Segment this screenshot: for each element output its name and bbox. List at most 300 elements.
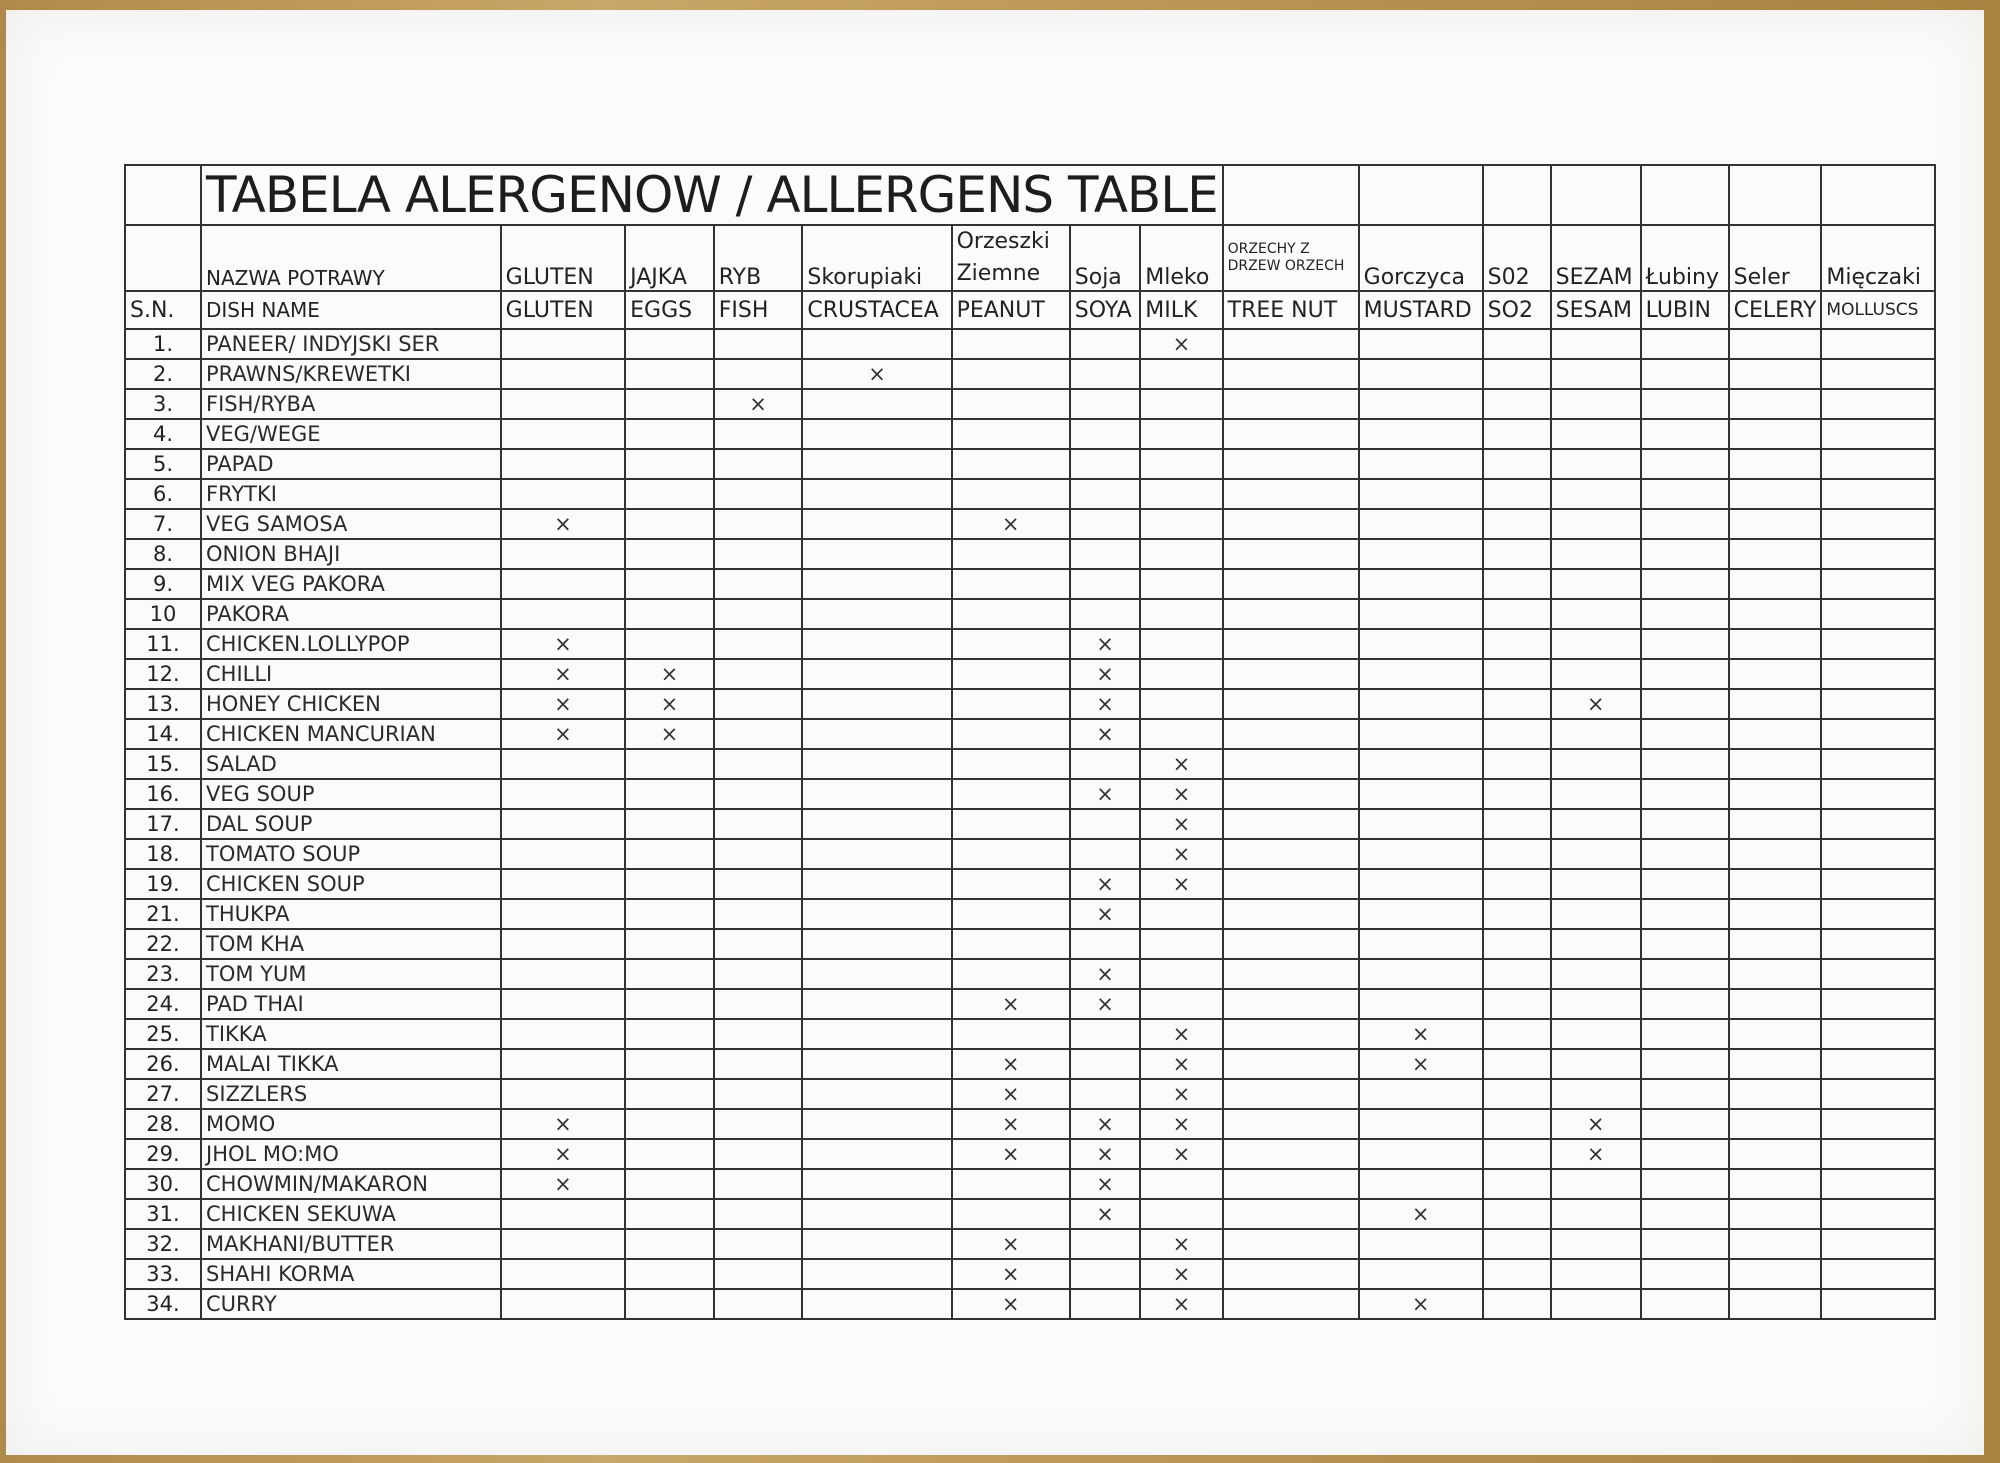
allergen-cell [1821, 569, 1935, 599]
allergen-cell [1483, 1199, 1551, 1229]
allergen-cell [1483, 419, 1551, 449]
allergen-cell [1551, 1049, 1641, 1079]
allergen-cell [1483, 1079, 1551, 1109]
header-pl-orzechy: ORZECHY Z DRZEW ORZECH [1223, 225, 1359, 291]
row-number: 1. [125, 329, 201, 359]
allergen-cell [1359, 689, 1483, 719]
allergen-cell [1359, 1259, 1483, 1289]
allergen-mark: × [625, 689, 714, 719]
allergen-cell [1729, 869, 1822, 899]
allergen-cell [1070, 1079, 1141, 1109]
allergen-cell [1483, 329, 1551, 359]
allergen-mark: × [1359, 1199, 1483, 1229]
allergen-cell [1729, 749, 1822, 779]
allergen-mark: × [1070, 989, 1141, 1019]
allergen-cell [1729, 419, 1822, 449]
allergen-cell [1641, 389, 1729, 419]
allergen-cell [1070, 1229, 1141, 1259]
allergen-cell [802, 869, 951, 899]
allergen-cell [802, 1019, 951, 1049]
allergen-cell [1641, 1079, 1729, 1109]
allergen-cell [714, 719, 803, 749]
allergen-cell [952, 899, 1070, 929]
allergen-cell [714, 1019, 803, 1049]
allergen-cell [1729, 1259, 1822, 1289]
allergen-mark: × [625, 719, 714, 749]
header-pl-mieczaki: Mięczaki [1821, 225, 1935, 291]
allergen-mark: × [1070, 1169, 1141, 1199]
allergen-cell [501, 479, 626, 509]
allergen-cell [625, 1259, 714, 1289]
dish-name: FISH/RYBA [201, 389, 501, 419]
allergen-cell [1483, 869, 1551, 899]
header-en-molluscs: MOLLUSCS [1821, 291, 1935, 329]
header-pl-lubiny: Łubiny [1641, 225, 1729, 291]
allergen-cell [1070, 929, 1141, 959]
table-row [125, 839, 1935, 869]
allergen-cell [802, 1199, 951, 1229]
dish-name: ONION BHAJI [201, 539, 501, 569]
allergen-cell [1641, 1049, 1729, 1079]
allergen-mark: × [501, 1139, 626, 1169]
allergen-cell [1223, 1199, 1359, 1229]
allergen-cell [952, 839, 1070, 869]
allergen-cell [625, 509, 714, 539]
allergen-cell [1070, 1289, 1141, 1319]
allergen-cell [1140, 449, 1222, 479]
allergen-cell [714, 1049, 803, 1079]
allergen-cell [1821, 1289, 1935, 1319]
allergen-mark: × [1140, 1019, 1222, 1049]
table-row [125, 929, 1935, 959]
dish-name: FRYTKI [201, 479, 501, 509]
allergen-cell [625, 1199, 714, 1229]
allergen-mark: × [952, 1049, 1070, 1079]
allergen-cell [952, 479, 1070, 509]
allergen-cell [1223, 989, 1359, 1019]
allergen-mark: × [952, 1289, 1070, 1319]
allergen-cell [1140, 719, 1222, 749]
dish-name: VEG/WEGE [201, 419, 501, 449]
allergen-cell [1140, 479, 1222, 509]
allergen-cell [802, 989, 951, 1019]
row-number: 24. [125, 989, 201, 1019]
dish-name: PRAWNS/KREWETKI [201, 359, 501, 389]
allergen-cell [1729, 689, 1822, 719]
allergen-cell [1821, 449, 1935, 479]
allergen-cell [1483, 1139, 1551, 1169]
dish-name: TOM KHA [201, 929, 501, 959]
allergen-cell [1551, 389, 1641, 419]
dish-name: CHICKEN MANCURIAN [201, 719, 501, 749]
header-en-so2: SO2 [1483, 291, 1551, 329]
allergen-cell [952, 599, 1070, 629]
allergen-cell [1551, 509, 1641, 539]
row-number: 26. [125, 1049, 201, 1079]
allergen-cell [1551, 989, 1641, 1019]
allergen-cell [1070, 1049, 1141, 1079]
allergen-cell [1729, 809, 1822, 839]
allergen-cell [1729, 659, 1822, 689]
allergen-cell [1551, 719, 1641, 749]
allergen-cell [1641, 329, 1729, 359]
table-row [125, 869, 1935, 899]
allergen-mark: × [1070, 899, 1141, 929]
allergen-cell [625, 959, 714, 989]
allergen-cell [714, 1229, 803, 1259]
allergen-cell [625, 1049, 714, 1079]
allergen-cell [1359, 599, 1483, 629]
header-en-mustard: MUSTARD [1359, 291, 1483, 329]
allergen-cell [1821, 539, 1935, 569]
allergen-cell [802, 1079, 951, 1109]
allergen-cell [1483, 659, 1551, 689]
allergen-cell [1140, 899, 1222, 929]
allergen-cell [1140, 539, 1222, 569]
allergen-mark: × [1140, 779, 1222, 809]
allergen-mark: × [952, 1139, 1070, 1169]
allergen-cell [501, 779, 626, 809]
allergen-mark: × [952, 989, 1070, 1019]
table-row [125, 1079, 1935, 1109]
row-number: 14. [125, 719, 201, 749]
allergen-cell [1641, 419, 1729, 449]
allergen-cell [802, 959, 951, 989]
allergen-cell [625, 1109, 714, 1139]
allergen-cell [1359, 839, 1483, 869]
allergen-cell [1359, 389, 1483, 419]
allergen-cell [501, 749, 626, 779]
header-pl-spacer [125, 225, 201, 291]
allergen-cell [1483, 899, 1551, 929]
allergen-cell [714, 1259, 803, 1289]
allergen-cell [1359, 449, 1483, 479]
row-number: 31. [125, 1199, 201, 1229]
row-number: 2. [125, 359, 201, 389]
allergen-cell [1223, 329, 1359, 359]
allergen-cell [802, 1109, 951, 1139]
allergen-cell [501, 419, 626, 449]
allergen-cell [1729, 779, 1822, 809]
allergen-mark: × [1359, 1019, 1483, 1049]
table-row [125, 1109, 1935, 1139]
allergen-cell [1821, 809, 1935, 839]
allergen-mark: × [1140, 839, 1222, 869]
allergen-cell [1729, 959, 1822, 989]
allergen-cell [501, 449, 626, 479]
allergen-cell [1359, 569, 1483, 599]
allergen-cell [714, 479, 803, 509]
allergen-cell [802, 929, 951, 959]
allergen-cell [1223, 389, 1359, 419]
allergen-cell [714, 1199, 803, 1229]
allergen-cell [714, 419, 803, 449]
allergen-cell [952, 869, 1070, 899]
allergen-cell [1483, 719, 1551, 749]
allergen-mark: × [1140, 749, 1222, 779]
allergen-cell [1641, 929, 1729, 959]
allergen-cell [952, 719, 1070, 749]
allergen-cell [1223, 1229, 1359, 1259]
allergen-cell [802, 1229, 951, 1259]
allergen-cell [1359, 329, 1483, 359]
title-empty-cell [1821, 165, 1935, 225]
table-row [125, 1199, 1935, 1229]
allergen-cell [1140, 959, 1222, 989]
allergen-cell [802, 1139, 951, 1169]
allergen-cell [1641, 659, 1729, 689]
allergen-cell [1551, 1229, 1641, 1259]
allergen-cell [1223, 899, 1359, 929]
allergen-cell [501, 1049, 626, 1079]
dish-name: PAD THAI [201, 989, 501, 1019]
allergen-cell [1070, 1019, 1141, 1049]
allergen-cell [714, 929, 803, 959]
allergen-cell [625, 419, 714, 449]
row-number: 30. [125, 1169, 201, 1199]
allergen-cell [1821, 1199, 1935, 1229]
allergen-cell [1641, 1289, 1729, 1319]
allergen-mark: × [1140, 809, 1222, 839]
allergen-mark: × [1359, 1289, 1483, 1319]
allergen-cell [1551, 1169, 1641, 1199]
header-pl-orzeszki: Orzeszki Ziemne [952, 225, 1070, 291]
header-en-lubin: LUBIN [1641, 291, 1729, 329]
allergen-cell [501, 1079, 626, 1109]
allergen-cell [1070, 749, 1141, 779]
row-number: 18. [125, 839, 201, 869]
row-number: 19. [125, 869, 201, 899]
allergen-cell [1821, 989, 1935, 1019]
table-row [125, 1049, 1935, 1079]
allergen-cell [625, 539, 714, 569]
allergen-cell [501, 1019, 626, 1049]
allergen-mark: × [501, 1109, 626, 1139]
table-row [125, 1169, 1935, 1199]
allergen-cell [1551, 899, 1641, 929]
allergen-cell [1223, 539, 1359, 569]
allergen-cell [1641, 1019, 1729, 1049]
allergen-cell [952, 929, 1070, 959]
allergen-cell [802, 899, 951, 929]
header-en-sesam: SESAM [1551, 291, 1641, 329]
allergen-cell [625, 479, 714, 509]
allergen-mark: × [1070, 959, 1141, 989]
allergen-cell [802, 329, 951, 359]
allergen-cell [1729, 449, 1822, 479]
allergen-cell [1551, 749, 1641, 779]
allergen-cell [1483, 1259, 1551, 1289]
dish-name: SIZZLERS [201, 1079, 501, 1109]
allergen-cell [714, 569, 803, 599]
allergen-mark: × [1140, 329, 1222, 359]
allergen-cell [1551, 869, 1641, 899]
allergen-cell [1641, 569, 1729, 599]
header-en-celery: CELERY [1729, 291, 1822, 329]
allergen-mark: × [1140, 1109, 1222, 1139]
allergen-cell [714, 959, 803, 989]
allergen-cell [501, 899, 626, 929]
allergen-cell [802, 659, 951, 689]
allergen-cell [1223, 869, 1359, 899]
allergen-cell [1070, 1259, 1141, 1289]
title-empty-cell [1223, 165, 1359, 225]
allergen-cell [1140, 689, 1222, 719]
header-en-crustacea: CRUSTACEA [802, 291, 951, 329]
row-number: 25. [125, 1019, 201, 1049]
allergen-cell [1641, 539, 1729, 569]
allergen-cell [1551, 1199, 1641, 1229]
header-pl-gorczyca: Gorczyca [1359, 225, 1483, 291]
allergen-cell [1729, 389, 1822, 419]
allergen-cell [1729, 1229, 1822, 1259]
row-number: 12. [125, 659, 201, 689]
allergen-cell [1140, 1199, 1222, 1229]
allergen-cell [802, 599, 951, 629]
allergen-cell [1641, 719, 1729, 749]
allergen-mark: × [501, 629, 626, 659]
allergen-cell [501, 929, 626, 959]
allergen-cell [1359, 1079, 1483, 1109]
dish-name: JHOL MO:MO [201, 1139, 501, 1169]
allergen-cell [1551, 569, 1641, 599]
allergen-cell [952, 1169, 1070, 1199]
allergen-cell [1140, 989, 1222, 1019]
allergen-cell [1359, 359, 1483, 389]
dish-name: TOM YUM [201, 959, 501, 989]
table-title: TABELA ALERGENOW / ALLERGENS TABLE [201, 165, 1223, 225]
table-row [125, 479, 1935, 509]
allergen-cell [1359, 1139, 1483, 1169]
allergen-cell [1729, 1049, 1822, 1079]
allergen-cell [714, 629, 803, 659]
allergen-cell [714, 689, 803, 719]
allergen-cell [802, 839, 951, 869]
dish-name: PANEER/ INDYJSKI SER [201, 329, 501, 359]
allergen-cell [1070, 419, 1141, 449]
allergen-cell [714, 989, 803, 1019]
header-pl-soja: Soja [1070, 225, 1141, 291]
allergen-cell [625, 359, 714, 389]
allergen-cell [501, 959, 626, 989]
allergen-cell [714, 449, 803, 479]
allergen-cell [1223, 929, 1359, 959]
header-pl-jajka: JAJKA [625, 225, 714, 291]
allergen-mark: × [952, 1259, 1070, 1289]
dish-name: SALAD [201, 749, 501, 779]
allergen-cell [1483, 539, 1551, 569]
allergen-cell [501, 1229, 626, 1259]
table-row [125, 899, 1935, 929]
allergen-cell [1140, 359, 1222, 389]
allergen-mark: × [1070, 689, 1141, 719]
allergen-cell [1821, 1169, 1935, 1199]
allergen-cell [625, 599, 714, 629]
row-number: 7. [125, 509, 201, 539]
allergen-cell [1551, 449, 1641, 479]
allergen-mark: × [625, 659, 714, 689]
allergen-cell [1729, 719, 1822, 749]
allergen-cell [1729, 1019, 1822, 1049]
table-row [125, 509, 1935, 539]
allergen-cell [1641, 479, 1729, 509]
allergen-cell [1641, 869, 1729, 899]
allergen-cell [802, 539, 951, 569]
allergen-mark: × [1140, 1139, 1222, 1169]
allergen-cell [1641, 1139, 1729, 1169]
header-en-sn: S.N. [125, 291, 201, 329]
allergen-cell [802, 1259, 951, 1289]
allergen-cell [1140, 389, 1222, 419]
dish-name: MOMO [201, 1109, 501, 1139]
title-empty-cell [1729, 165, 1822, 225]
allergen-cell [501, 989, 626, 1019]
allergen-cell [1729, 1199, 1822, 1229]
allergen-cell [1729, 539, 1822, 569]
allergen-cell [714, 1079, 803, 1109]
row-number: 16. [125, 779, 201, 809]
allergen-cell [952, 749, 1070, 779]
dish-name: PAKORA [201, 599, 501, 629]
allergen-cell [1359, 929, 1483, 959]
allergen-cell [714, 1169, 803, 1199]
allergen-cell [802, 569, 951, 599]
allergen-cell [1223, 1049, 1359, 1079]
allergen-cell [1483, 929, 1551, 959]
allergen-cell [1821, 869, 1935, 899]
title-spacer-cell [125, 165, 201, 225]
row-number: 10 [125, 599, 201, 629]
allergen-mark: × [501, 689, 626, 719]
allergen-cell [1551, 539, 1641, 569]
allergen-cell [625, 389, 714, 419]
allergen-cell [1821, 1139, 1935, 1169]
allergen-cell [501, 1259, 626, 1289]
allergen-cell [1641, 749, 1729, 779]
allergen-cell [1483, 1229, 1551, 1259]
allergen-cell [1223, 689, 1359, 719]
table-row [125, 419, 1935, 449]
allergen-cell [1483, 959, 1551, 989]
allergen-cell [625, 779, 714, 809]
allergen-cell [1729, 629, 1822, 659]
allergen-cell [952, 329, 1070, 359]
allergen-cell [1483, 809, 1551, 839]
allergen-cell [802, 779, 951, 809]
allergen-cell [625, 629, 714, 659]
allergen-mark: × [501, 719, 626, 749]
title-empty-cell [1359, 165, 1483, 225]
row-number: 5. [125, 449, 201, 479]
allergen-cell [1070, 479, 1141, 509]
dish-name: PAPAD [201, 449, 501, 479]
allergen-cell [952, 539, 1070, 569]
allergen-cell [501, 599, 626, 629]
allergen-cell [1641, 1259, 1729, 1289]
allergen-cell [501, 359, 626, 389]
allergen-cell [1223, 1139, 1359, 1169]
allergen-cell [714, 899, 803, 929]
allergen-cell [625, 989, 714, 1019]
table-row [125, 1139, 1935, 1169]
allergen-cell [1140, 509, 1222, 539]
table-row [125, 449, 1935, 479]
allergen-cell [1821, 839, 1935, 869]
allergen-mark: × [1359, 1049, 1483, 1079]
allergen-cell [625, 1169, 714, 1199]
allergen-cell [501, 389, 626, 419]
dish-name: DAL SOUP [201, 809, 501, 839]
